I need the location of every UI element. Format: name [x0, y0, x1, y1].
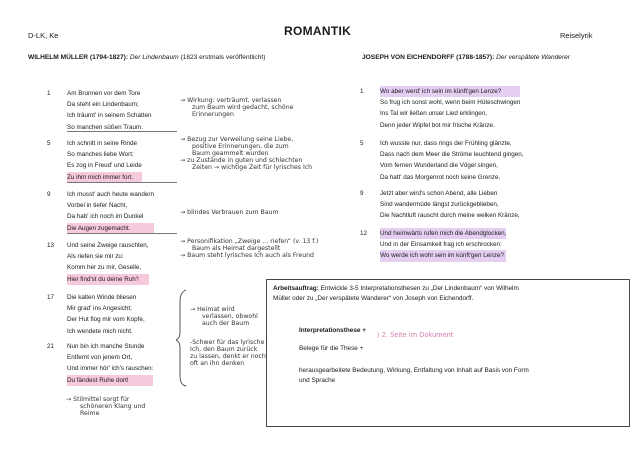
handwritten-note-8: [377, 332, 453, 339]
verse-line: Wo aber werd' ich sein im künft'gen Lenze?: [380, 86, 520, 97]
underline-rule: [67, 182, 177, 183]
verse-line: Da steht ein Lindenbaum;: [67, 101, 139, 109]
line-number: 5: [47, 140, 51, 147]
verse-line: So frug ich sonst wohl, wenn beim Hüteschwingen: [380, 99, 521, 107]
note-line: positive Erinnerungen, die zum: [192, 143, 289, 150]
verse-line: Ich wusste nur, dass rings der Frühling glänzte,: [380, 140, 512, 147]
note-line: zu lassen, denkt er noch: [190, 353, 266, 360]
verse-line: Zu ihm mich immer fort.: [67, 172, 142, 183]
task-description: [273, 284, 519, 304]
note-line: → Personifikation „Zweige ... riefen“ (v. 13 f.): [180, 238, 319, 245]
handwritten-note-1: [180, 97, 293, 118]
verse-line: Die Augen zugemacht.: [67, 223, 154, 234]
handwritten-note-4: [180, 238, 318, 259]
note-line: Erinnerungen: [192, 111, 234, 118]
note-line: Reime: [80, 410, 100, 417]
verse-line: Die kalten Winde bliesen: [67, 294, 137, 301]
verse-line: Da hab' ich noch im Dunkel: [67, 213, 144, 221]
note-line: → Baum steht lyrisches Ich auch als Freund: [180, 252, 314, 259]
note-line: → blindes Verbrauen zum Baum: [180, 209, 279, 216]
note-line: Baum geammelt wurden: [192, 150, 269, 157]
verse-line: Und seine Zweige rauschten,: [67, 242, 149, 249]
verse-line: Nun bin ich manche Stunde: [67, 343, 145, 350]
line-number: 17: [47, 294, 55, 301]
verse-line: Wo werde ich wohl sein im künft'gen Lenze?: [380, 250, 506, 261]
right-poem-heading: [362, 54, 570, 61]
line-number: 13: [47, 242, 55, 249]
thesis-label: Interpretationsthese +: [299, 327, 366, 334]
right-poem-title: Der verspätete Wanderer: [496, 54, 571, 61]
aspects-line: und Sprache: [299, 377, 336, 384]
task-text-line: Entwickle 3-5 Interpretationsthesen zu „Der Lindenbaum“ von Wilhelm: [320, 285, 519, 292]
verse-line: Ins Tal wir ließen unser Lied erklingen,: [380, 110, 487, 118]
verse-line: Entfernt von jenem Ort,: [67, 354, 133, 362]
aspects-line: herausgearbeitete Bedeutung, Wirkung, Entfaltung von Inhalt auf Basis von Form: [299, 367, 529, 374]
task-label: Arbeitsauftrag:: [273, 285, 319, 292]
verse-line: Der Hut flog mir vom Kopfe,: [67, 316, 145, 324]
verse-line: Komm her zu mir, Geselle,: [67, 264, 142, 272]
underline-rule: [67, 233, 177, 234]
verse-line: Vom fernen Wunderland die Vögel singen,: [380, 162, 498, 170]
verse-line: Du fändest Ruhe dort!: [67, 375, 153, 386]
page-title: ROMANTIK: [284, 24, 352, 38]
line-number: 9: [360, 190, 364, 197]
handwritten-note-6: [190, 339, 266, 367]
note-line: → Heimat wird: [190, 306, 235, 313]
line-number: 9: [47, 191, 51, 198]
verse-line: Sind wandermüde längst zurückgeblieben,: [380, 201, 499, 209]
line-number: 12: [360, 230, 368, 237]
note-line: zum Baum wird gedacht, schöne: [192, 104, 294, 111]
aspects-text: [299, 366, 529, 386]
verse-line: So manches liebe Wort;: [67, 151, 134, 159]
verse-line: Und immer hör' ich's rauschen:: [67, 365, 154, 373]
verse-line: Und heimwärts rufen mich die Abendglocken,: [380, 228, 506, 239]
header-course: D-LK, Ke: [28, 31, 59, 40]
note-line: Zeiten → wichtige Zeit für lyrisches Ich: [192, 164, 313, 171]
verse-line: Dass nach dem Meer die Ströme leuchtend gingen,: [380, 151, 524, 159]
note-line: → zu Zustände in guten und schlechten: [180, 157, 303, 164]
task-text-line: Müller oder zu „Der verspätete Wanderer“ von Joseph von Eichendorff.: [273, 295, 474, 302]
verse-line: Denn jeder Wipfel bot mir frische Kränze.: [380, 121, 495, 129]
line-number: 1: [47, 90, 51, 97]
note-line: auch der Baum: [202, 320, 250, 327]
note-line: Ich, den Baum zurück: [190, 346, 258, 353]
handwritten-note-2: [180, 136, 312, 171]
line-number: 5: [360, 140, 364, 147]
right-poem-author: JOSEPH VON EICHENDORFF (1788-1857):: [362, 54, 495, 61]
underline-rule: [67, 131, 177, 132]
verse-line: Am Brunnen vor dem Tore: [67, 90, 141, 97]
verse-line: Mir grad' ins Angesicht;: [67, 305, 132, 313]
left-poem-title: Der Lindenbaum: [129, 54, 179, 61]
brace-icon: ⟩: [377, 331, 380, 339]
line-number: 21: [47, 343, 55, 350]
note-line: -Schwer für das lyrische: [190, 339, 265, 346]
handwritten-note-3: [180, 209, 279, 216]
bracket-icon: [176, 288, 190, 388]
verse-line: Als riefen sie mir zu:: [67, 253, 124, 261]
verse-line: Ich träumt' in seinem Schatten: [67, 112, 152, 120]
task-box: [266, 279, 630, 427]
verse-line: Ich wendete mich nicht.: [67, 327, 133, 335]
verse-line: Da hatt' das Morgenrot noch keine Grenze.: [380, 173, 501, 181]
line-number: 1: [360, 88, 364, 95]
note-line: oft an ihn denken: [190, 360, 245, 367]
evidence-label: Belege für die These +: [299, 345, 364, 352]
verse-line: So manchen süßen Traum.: [67, 123, 143, 131]
verse-line: Hier find'st du deine Ruh'!: [67, 274, 149, 285]
verse-line: Ich schnitt in seine Rinde: [67, 140, 138, 147]
verse-line: Es zog in Freud' und Leide: [67, 162, 142, 170]
verse-line: Ich musst' auch heute wandern: [67, 191, 154, 198]
note-line: schöneren Klang und: [80, 403, 146, 410]
note-line: → Stilmittel sorgt für: [66, 396, 130, 403]
note-line: 2. Seite im Dokument: [381, 331, 454, 339]
header-topic: Reiselyrik: [560, 31, 593, 40]
verse-line: Die Nachtluft rauscht durch meine welken Kränze,: [380, 212, 520, 220]
left-poem-note: (1823 erstmals veröffentlicht): [180, 54, 266, 61]
note-line: → Wirkung: verträumt, verlassen: [180, 97, 282, 104]
left-poem-author: WILHELM MÜLLER (1794-1827):: [28, 54, 129, 61]
note-line: → Bezug zur Verweilung seine Liebe,: [180, 136, 294, 143]
verse-line: Und in der Einsamkeit frag ich erschrocken:: [380, 241, 502, 249]
verse-line: Vorbei in tiefer Nacht,: [67, 202, 128, 210]
note-line: verlassen, obwohl: [202, 313, 258, 320]
handwritten-note-5: [190, 306, 258, 327]
handwritten-note-7: [66, 396, 145, 417]
note-line: Baum als Heimat dargestellt: [192, 245, 281, 252]
verse-line: Jetzt aber wird's schon Abend, alle Lieben: [380, 190, 498, 197]
left-poem-heading: [28, 54, 265, 61]
